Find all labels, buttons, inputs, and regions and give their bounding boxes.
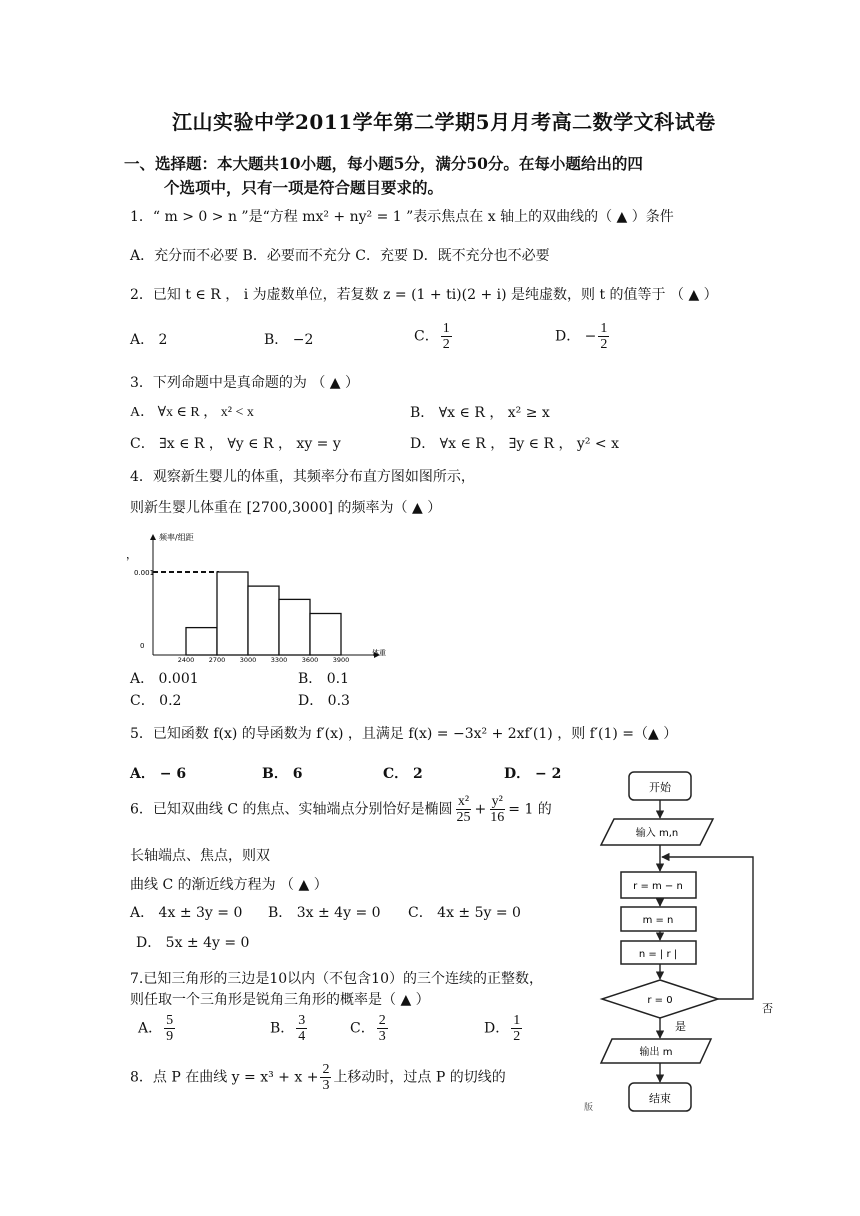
flow-end-label: 结束 bbox=[649, 1092, 671, 1105]
q4-option-a: A． 0.001 bbox=[130, 671, 199, 687]
flow-yes-label: 是 bbox=[675, 1020, 686, 1033]
q2-option-a: A． 2 bbox=[130, 332, 168, 348]
x-tick-label-3300: 3300 bbox=[270, 656, 288, 662]
x-tick-label-3900: 3900 bbox=[332, 656, 350, 662]
q6-option-c: C． 4x ± 5y = 0 bbox=[408, 905, 521, 921]
q8-stem: 8．点 P 在曲线 y = x³ + x + $\frac{2}{3}$ 上移动时，过点 P 的切线的 bbox=[130, 1062, 506, 1093]
q7-option-a: A． $\frac{5}{9}$ bbox=[138, 1013, 174, 1044]
q4-option-d: D． 0.3 bbox=[298, 693, 350, 709]
flow-input-label: 输入 m,n bbox=[635, 828, 679, 839]
histogram-bar-3300-3600 bbox=[279, 599, 310, 655]
y-zero-label: 0 bbox=[140, 642, 145, 650]
x-tick-label-2400: 2400 bbox=[177, 656, 195, 662]
histogram-bar-3000-3300 bbox=[248, 586, 279, 655]
x-tick-label-3000: 3000 bbox=[239, 656, 257, 662]
x-tick-label-2700: 2700 bbox=[208, 656, 226, 662]
q1-options: A．充分而不必要 B．必要而不充分 C．充要 D．既不充分也不必要 bbox=[130, 248, 550, 264]
q6-option-d: D． 5x ± 4y = 0 bbox=[136, 935, 250, 951]
q6-option-b: B． 3x ± 4y = 0 bbox=[268, 905, 381, 921]
q4-option-c: C． 0.2 bbox=[130, 693, 182, 709]
flow-step2-label: m = n bbox=[642, 915, 674, 926]
section-heading-line2: 个选项中，只有一项是符合题目要求的。 bbox=[164, 178, 444, 197]
flow-output-label: 输出 m bbox=[639, 1047, 673, 1058]
q4-line1: 4．观察新生婴儿的体重，其频率分布直方图如图所示， bbox=[130, 469, 475, 485]
page-title: 江山实验中学2011学年第二学期5月月考高二数学文科试卷 bbox=[172, 110, 716, 134]
q6-option-a: A． 4x ± 3y = 0 bbox=[130, 905, 243, 921]
q2-option-c: C． $\frac{1}{2}$ bbox=[414, 321, 450, 352]
q3-option-c: C． ∃x ∈ R ， ∀y ∈ R ， xy = y bbox=[130, 436, 341, 452]
x-axis-label: 体重 bbox=[372, 649, 386, 657]
y-tick-label: 0.001 bbox=[134, 569, 155, 577]
histogram-chart bbox=[122, 530, 402, 662]
q5-option-b: B． 6 bbox=[262, 766, 303, 782]
q5-option-a: A． − 6 bbox=[130, 766, 187, 782]
q7-line1: 7.已知三角形的三边是10以内（不包含10）的三个连续的正整数， bbox=[130, 971, 543, 987]
q2-stem: 2．已知 t ∈ R ， i 为虚数单位，若复数 z = (1 + ti)(2 + i) 是纯虚数，则 t 的值等于 （ ▲ ） bbox=[130, 287, 718, 303]
q4-line2: 则新生婴儿体重在 [2700,3000] 的频率为（ ▲ ） bbox=[130, 500, 442, 516]
q5-stem: 5．已知函数 f(x) 的导函数为 f′(x) ，且满足 f(x) = −3x² + 2xf′(1) ，则 f′(1) =（▲ ） bbox=[130, 726, 678, 742]
section-heading-line1: 一、选择题：本大题共10小题，每小题5分，满分50分。在每小题给出的四 bbox=[124, 154, 643, 173]
q3-option-d: D． ∀x ∈ R ， ∃y ∈ R ， y² < x bbox=[410, 436, 619, 452]
flowchart bbox=[580, 764, 780, 1116]
q3-stem: 3．下列命题中是真命题的为 （ ▲ ） bbox=[130, 375, 360, 391]
flow-step3-label: n = | r | bbox=[638, 949, 678, 960]
q5-option-c: C． 2 bbox=[383, 766, 423, 782]
q6-stem: 6．已知双曲线 C 的焦点、实轴端点分别恰好是椭圆 $\frac{\text{x²}}{25}$ + $\frac{\text{y²}}{16}$ = 1 的 bbox=[130, 794, 552, 825]
q7-option-b: B． $\frac{3}{4}$ bbox=[270, 1013, 306, 1044]
q7-option-c: C． $\frac{2}{3}$ bbox=[350, 1013, 386, 1044]
histogram-bar-2400-2700 bbox=[186, 628, 217, 655]
y-axis-label: 频率/组距 bbox=[159, 533, 194, 542]
q7-option-d: D． $\frac{1}{2}$ bbox=[484, 1013, 521, 1044]
q6-line3: 曲线 C 的渐近线方程为 （ ▲ ） bbox=[130, 877, 328, 893]
q3-option-a: A． ∀x ∈ R ， x² < x bbox=[130, 405, 254, 420]
q2-option-d: D． − $\frac{1}{2}$ bbox=[555, 321, 608, 352]
q4-option-b: B． 0.1 bbox=[298, 671, 350, 687]
flow-footer-mark: 版 bbox=[584, 1103, 594, 1113]
histogram-comma: ， bbox=[126, 548, 137, 561]
q1-stem: 1．“ m > 0 > n ”是“方程 mx² + ny² = 1 ”表示焦点在 x 轴上的双曲线的（ ▲ ）条件 bbox=[130, 209, 674, 225]
histogram-bar-2700-3000 bbox=[217, 572, 248, 655]
flow-step1-label: r = m − n bbox=[633, 881, 683, 892]
q7-line2: 则任取一个三角形是锐角三角形的概率是（ ▲ ） bbox=[130, 992, 430, 1008]
q2-option-b: B． −2 bbox=[264, 332, 314, 348]
y-axis-arrow-icon bbox=[150, 534, 156, 540]
flow-condition-label: r = 0 bbox=[647, 995, 673, 1006]
q3-option-b: B． ∀x ∈ R ， x² ≥ x bbox=[410, 405, 550, 421]
flow-no-label: 否 bbox=[762, 1002, 773, 1015]
q6-line2: 长轴端点、焦点，则双 bbox=[130, 848, 270, 864]
flow-start-label: 开始 bbox=[649, 781, 671, 794]
q5-option-d: D． − 2 bbox=[504, 766, 562, 782]
histogram-bar-3600-3900 bbox=[310, 614, 341, 656]
x-tick-label-3600: 3600 bbox=[301, 656, 319, 662]
